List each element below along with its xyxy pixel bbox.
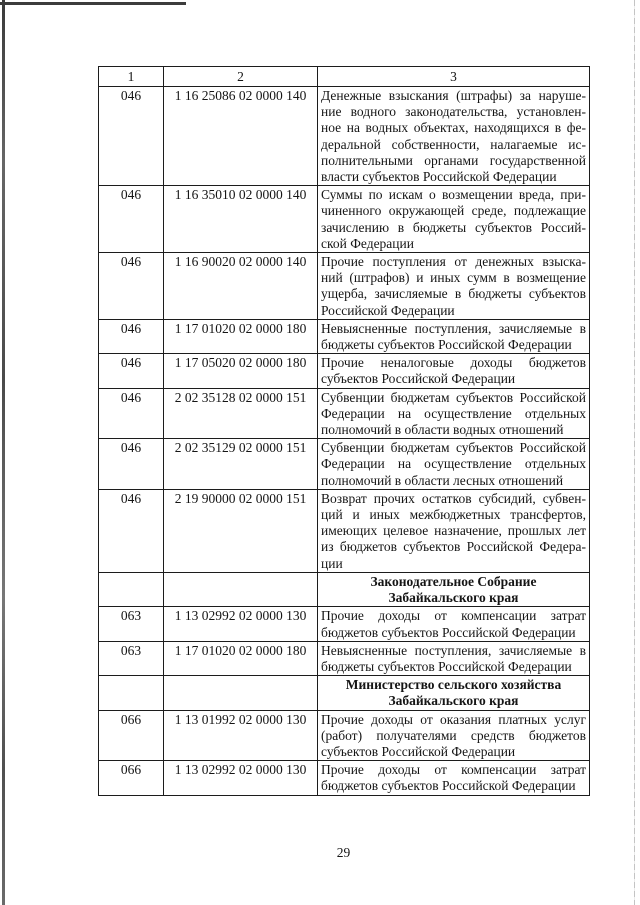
admin-code-cell <box>99 388 164 439</box>
section-title-line: Забайкальского края <box>388 590 519 606</box>
description-line: ций и иных межбюджетных трансфертов, <box>321 507 586 523</box>
table-head <box>99 67 590 87</box>
revenue-code: 1 13 02992 02 0000 130 <box>174 762 307 778</box>
description-line: Российской Федерации <box>321 302 455 318</box>
revenue-code: 2 02 35129 02 0000 151 <box>174 440 307 456</box>
admin-code: 046 <box>120 187 142 203</box>
section-title-line: Министерство сельского хозяйства <box>345 677 562 693</box>
description-line: субъектов Российской Федерации <box>321 371 516 387</box>
description-cell <box>318 354 590 388</box>
description-line: ской Федерации <box>321 235 414 251</box>
column-header-3: 3 <box>318 67 590 87</box>
description-line: полномочий в области водных отношений <box>321 422 564 438</box>
description-cell <box>318 710 590 761</box>
description-line: Невыясненные поступления, зачисляемые в <box>321 320 586 336</box>
revenue-code: 1 16 35010 02 0000 140 <box>174 187 307 203</box>
description-line: полномочий в области лесных отношений <box>321 472 564 488</box>
description-line: власти субъектов Российской Федерации <box>321 169 557 185</box>
description-line: бюджетов субъектов Российской Федерации <box>321 778 576 794</box>
admin-code-cell <box>99 354 164 388</box>
revenue-code-cell <box>164 319 318 353</box>
description-cell <box>318 607 590 641</box>
admin-code: 046 <box>120 88 142 103</box>
section-title-cell <box>318 676 590 710</box>
description-line: из бюджетов субъектов Российской Федера- <box>321 539 586 555</box>
table-body <box>99 87 590 796</box>
table-row <box>99 489 590 572</box>
section-title-line: Законодательное Собрание <box>370 573 537 589</box>
section-header-row <box>99 676 590 710</box>
description-line: Субвенции бюджетам субъектов Российской <box>321 440 586 456</box>
admin-code-cell <box>99 87 164 186</box>
revenue-code: 2 19 90000 02 0000 151 <box>174 490 307 506</box>
section-title-cell <box>318 572 590 606</box>
table-row <box>99 87 590 186</box>
admin-code: 046 <box>120 490 142 506</box>
description-line: чиненного окружающей среде, подлежащие <box>321 203 586 219</box>
admin-code-cell <box>99 186 164 253</box>
admin-code-cell <box>99 439 164 490</box>
description-line: субъектов Российской Федерации <box>321 743 516 759</box>
description-line: ции <box>321 555 343 571</box>
admin-code: 066 <box>120 762 142 778</box>
table-row <box>99 388 590 439</box>
revenue-code: 1 16 25086 02 0000 140 <box>174 88 307 103</box>
admin-code: 066 <box>120 711 142 727</box>
description-cell <box>318 319 590 353</box>
description-cell <box>318 186 590 253</box>
section-header-row <box>99 572 590 606</box>
description-cell <box>318 87 590 186</box>
revenue-code-cell <box>164 489 318 572</box>
description-line: Федерации на осуществление отдельных <box>321 405 586 421</box>
description-line: Невыясненные поступления, зачисляемые в <box>321 642 586 658</box>
revenue-code-cell <box>164 572 318 606</box>
column-header-1: 1 <box>99 67 164 87</box>
description-line: ущерба, зачисляемые в бюджеты субъектов <box>321 286 586 302</box>
description-cell <box>318 253 590 320</box>
description-cell <box>318 641 590 675</box>
description-line: зачислению в бюджеты субъектов Россий- <box>321 219 586 235</box>
revenue-code: 1 16 90020 02 0000 140 <box>174 254 307 270</box>
revenue-code-cell <box>164 354 318 388</box>
revenue-code: 1 13 01992 02 0000 130 <box>174 711 307 727</box>
description-cell <box>318 388 590 439</box>
admin-code: 046 <box>120 389 142 405</box>
admin-code-cell <box>99 676 164 710</box>
revenue-code: 1 17 05020 02 0000 180 <box>174 355 307 371</box>
table-row <box>99 439 590 490</box>
table-row <box>99 710 590 761</box>
admin-code-cell <box>99 607 164 641</box>
description-cell <box>318 489 590 572</box>
description-cell <box>318 439 590 490</box>
revenue-code-cell <box>164 87 318 186</box>
table-row <box>99 354 590 388</box>
admin-code: 063 <box>120 608 142 624</box>
description-line: ний (штрафов) и иных сумм в возмещение <box>321 270 586 286</box>
table-row <box>99 186 590 253</box>
column-header-2: 2 <box>164 67 318 87</box>
description-cell <box>318 761 590 795</box>
revenue-code: 1 13 02992 02 0000 130 <box>174 608 307 624</box>
admin-code: 046 <box>120 355 142 371</box>
scan-edge-left <box>2 0 5 905</box>
description-line: ние водного законодательства, установлен- <box>321 104 586 120</box>
admin-code-cell <box>99 710 164 761</box>
revenue-code: 2 02 35128 02 0000 151 <box>174 389 307 405</box>
table-row <box>99 607 590 641</box>
revenue-code-cell <box>164 253 318 320</box>
revenue-code: 1 17 01020 02 0000 180 <box>174 320 307 336</box>
table-header-row <box>99 67 590 87</box>
revenue-code-cell <box>164 761 318 795</box>
revenue-code-cell <box>164 710 318 761</box>
admin-code-cell <box>99 641 164 675</box>
admin-code: 063 <box>120 642 142 658</box>
admin-code: 046 <box>120 440 142 456</box>
description-line: Возврат прочих остатков субсидий, субвен- <box>321 490 586 506</box>
admin-code-cell <box>99 489 164 572</box>
scan-edge-right <box>634 0 635 905</box>
revenue-code: 1 17 01020 02 0000 180 <box>174 642 307 658</box>
admin-code-cell <box>99 253 164 320</box>
description-line: деральной собственности, налагаемые ис- <box>321 136 586 152</box>
revenue-code-cell <box>164 439 318 490</box>
description-line: Федерации на осуществление отдельных <box>321 456 586 472</box>
description-line: Прочие доходы от компенсации затрат <box>321 762 586 778</box>
description-line: Субвенции бюджетам субъектов Российской <box>321 389 586 405</box>
description-line: Прочие доходы от компенсации затрат <box>321 608 586 624</box>
revenue-code-cell <box>164 676 318 710</box>
section-title-line: Забайкальского края <box>388 693 519 709</box>
table-row <box>99 761 590 795</box>
table-row <box>99 319 590 353</box>
description-line: бюджеты субъектов Российской Федерации <box>321 658 572 674</box>
admin-code: 046 <box>120 320 142 336</box>
admin-code-cell <box>99 319 164 353</box>
description-line: бюджеты субъектов Российской Федерации <box>321 337 572 353</box>
revenue-code-cell <box>164 641 318 675</box>
table-row <box>99 641 590 675</box>
revenue-code-cell <box>164 607 318 641</box>
description-line: полнительными органами государственной <box>321 152 586 168</box>
page-number: 29 <box>336 845 351 860</box>
description-line: Прочие неналоговые доходы бюджетов <box>321 355 586 371</box>
admin-code-cell <box>99 572 164 606</box>
revenue-codes-table <box>98 66 590 796</box>
description-line: Денежные взыскания (штрафы) за наруше- <box>321 88 586 103</box>
description-line: Прочие доходы от оказания платных услуг <box>321 711 586 727</box>
description-line: Прочие поступления от денежных взыска- <box>321 254 586 270</box>
revenue-code-cell <box>164 186 318 253</box>
revenue-code-cell <box>164 388 318 439</box>
description-line: ное на водных объектах, находящихся в фе- <box>321 120 586 136</box>
admin-code-cell <box>99 761 164 795</box>
table-row <box>99 253 590 320</box>
admin-code: 046 <box>120 254 142 270</box>
description-line: имеющих целевое назначение, прошлых лет <box>321 523 586 539</box>
description-line: Суммы по искам о возмещении вреда, при- <box>321 187 586 203</box>
description-line: бюджетов субъектов Российской Федерации <box>321 624 576 640</box>
scan-edge-top <box>0 2 186 5</box>
description-line: (работ) получателями средств бюджетов <box>321 727 586 743</box>
